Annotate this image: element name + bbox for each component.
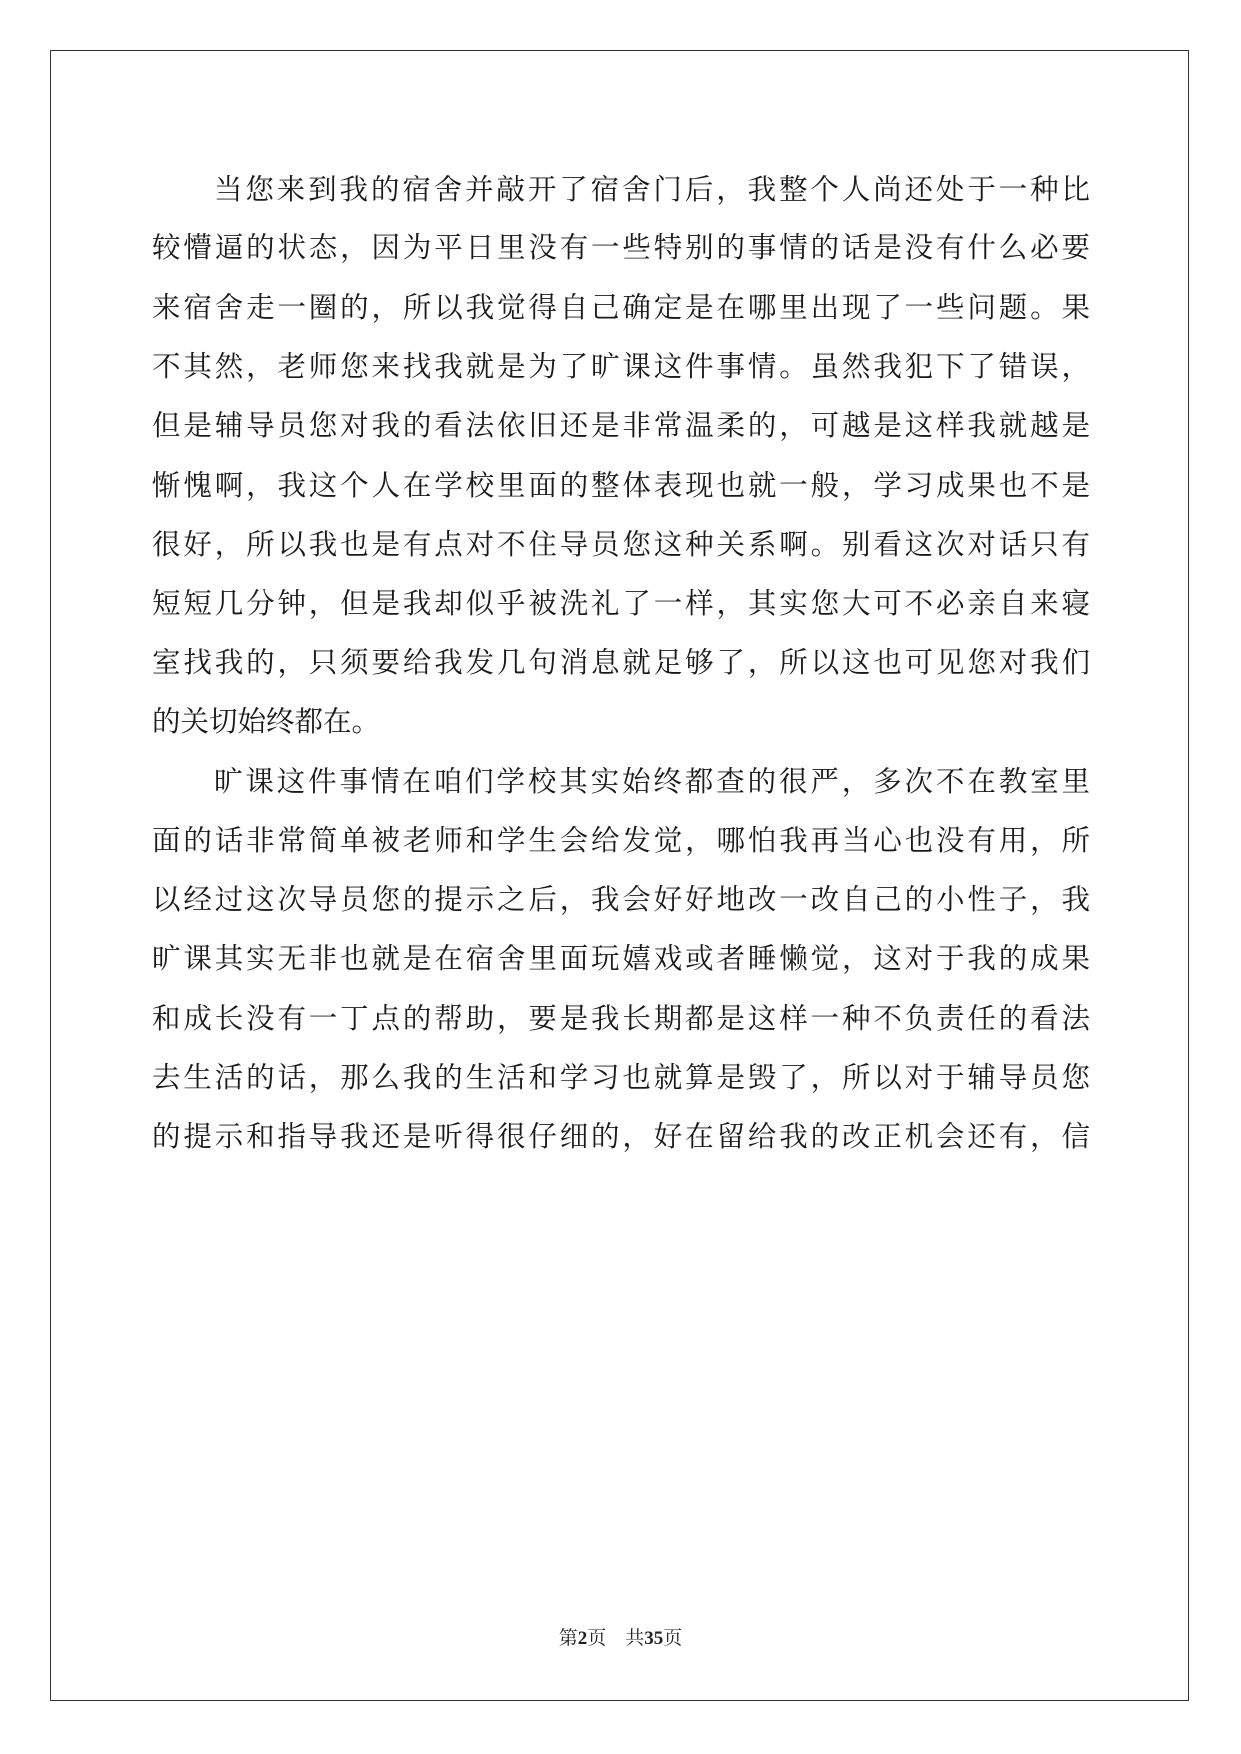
page-prefix: 第: [558, 1628, 578, 1649]
text-line: 旷课这件事情在咱们学校其实始终都查的很严，多次不在教室里: [214, 765, 1090, 798]
text-line: 短短几分钟，但是我却似乎被洗礼了一样，其实您大可不必亲自来寝: [152, 587, 1090, 620]
total-prefix: 共: [625, 1628, 645, 1649]
total-unit: 页: [663, 1628, 683, 1649]
text-line: 的提示和指导我还是听得很仔细的，好在留给我的改正机会还有，信: [152, 1120, 1090, 1153]
text-line: 不其然，老师您来找我就是为了旷课这件事情。虽然我犯下了错误，: [152, 350, 1090, 383]
current-page-number: 2: [577, 1628, 588, 1649]
page-footer: [0, 1627, 1241, 1651]
text-line: 以经过这次导员您的提示之后，我会好好地改一改自己的小性子，我: [152, 883, 1090, 916]
text-line: 惭愧啊，我这个人在学校里面的整体表现也就一般，学习成果也不是: [152, 469, 1090, 502]
text-line: 旷课其实无非也就是在宿舍里面玩嬉戏或者睡懒觉，这对于我的成果: [152, 942, 1090, 975]
text-line: 去生活的话，那么我的生活和学习也就算是毁了，所以对于辅导员您: [152, 1061, 1090, 1094]
total-page-count: 35: [644, 1628, 664, 1649]
text-line: 室找我的，只须要给我发几句消息就足够了，所以这也可见您对我们: [152, 646, 1090, 679]
text-line: 较懵逼的状态，因为平日里没有一些特别的事情的话是没有什么必要: [152, 231, 1090, 264]
text-line: 但是辅导员您对我的看法依旧还是非常温柔的，可越是这样我就越是: [152, 409, 1090, 442]
page-unit: 页: [587, 1628, 607, 1649]
text-line: 和成长没有一丁点的帮助，要是我长期都是这样一种不负责任的看法: [152, 1002, 1090, 1035]
text-line: 来宿舍走一圈的，所以我觉得自己确定是在哪里出现了一些问题。果: [152, 291, 1090, 324]
text-line: 很好，所以我也是有点对不住导员您这种关系啊。别看这次对话只有: [152, 528, 1090, 561]
text-line: 面的话非常简单被老师和学生会给发觉，哪怕我再当心也没有用，所: [152, 824, 1090, 857]
text-line: 当您来到我的宿舍并敲开了宿舍门后，我整个人尚还处于一种比: [214, 173, 1090, 206]
text-line: 的关切始终都在。: [152, 705, 381, 738]
